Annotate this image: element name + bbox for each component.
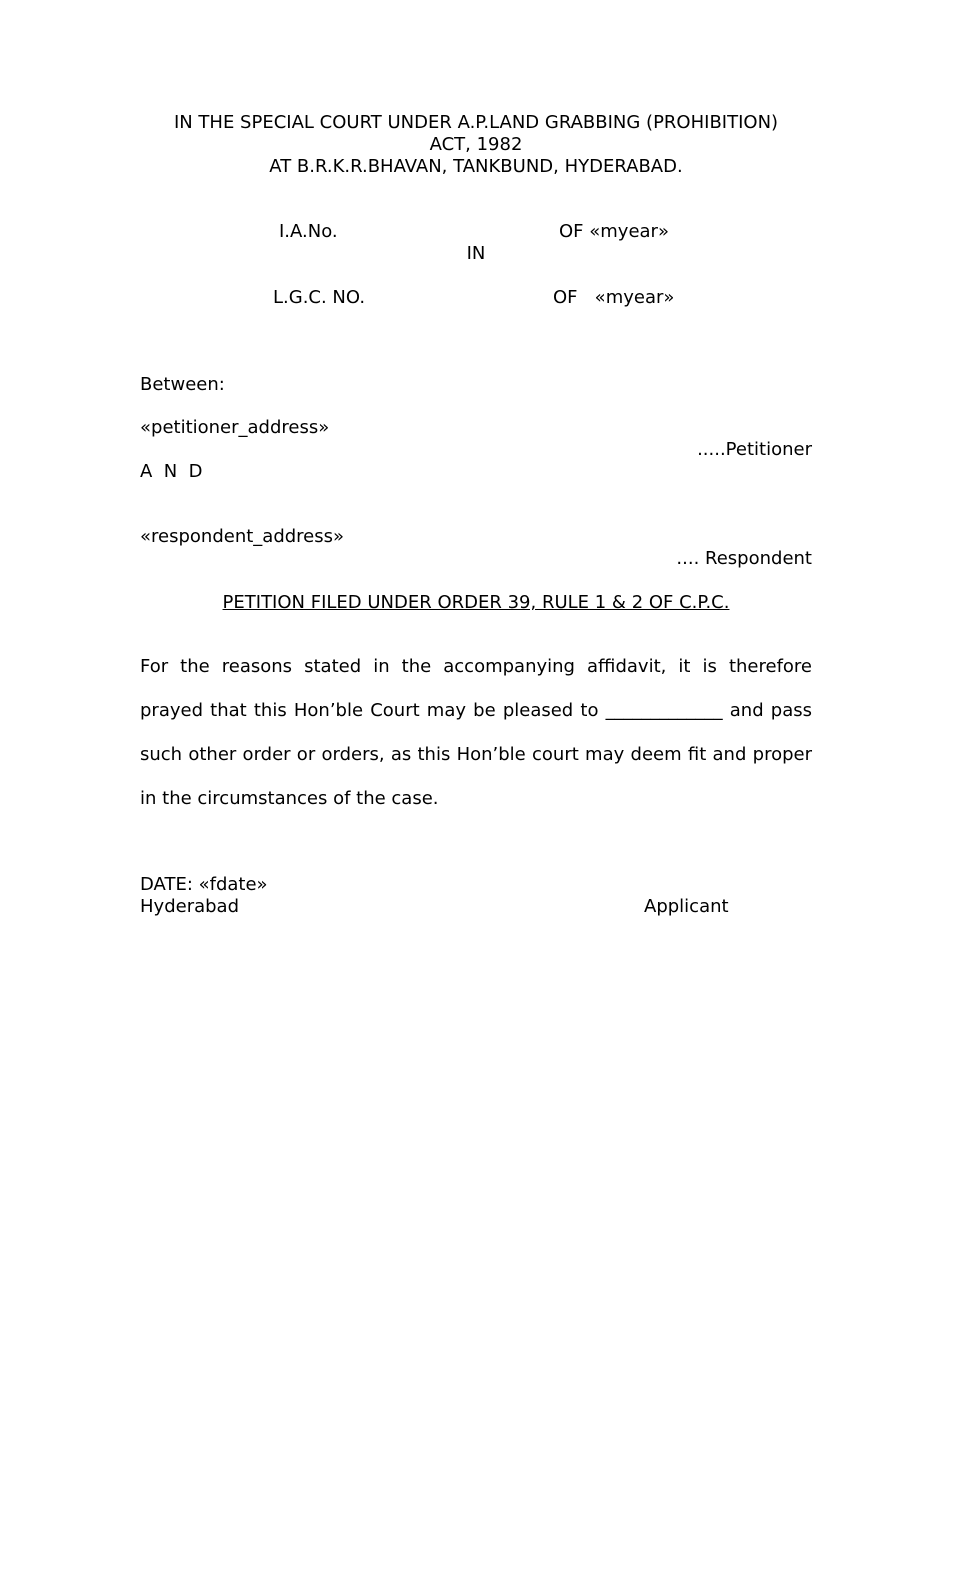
court-header-line-3: AT B.R.K.R.BHAVAN, TANKBUND, HYDERABAD. — [269, 156, 683, 177]
date-line: DATE: «fdate» — [140, 874, 268, 895]
place-label: Hyderabad — [140, 896, 239, 917]
between-label: Between: — [140, 374, 225, 395]
petition-body: For the reasons stated in the accompanying affidavit, it is therefore prayed that this Hon’ble Court may be pleased to _____________ and pass such other order or orders, as this Hon’ble court may deem fit and proper in the circumstances of the case. — [140, 656, 812, 809]
petitioner-role: .....Petitioner — [697, 439, 812, 460]
lgc-number-label: L.G.C. NO. — [273, 287, 366, 308]
ia-number-label: I.A.No. — [279, 221, 338, 242]
court-header-line-1: IN THE SPECIAL COURT UNDER A.P.LAND GRABBING (PROHIBITION) — [173, 112, 779, 133]
respondent-address: «respondent_address» — [140, 526, 345, 547]
petitioner-address: «petitioner_address» — [140, 417, 330, 438]
and-label: A N D — [140, 461, 203, 482]
lgc-year: OF «myear» — [553, 287, 675, 308]
court-header-line-2: ACT, 1982 — [429, 134, 523, 155]
ia-year: OF «myear» — [559, 221, 669, 242]
petition-title: PETITION FILED UNDER ORDER 39, RULE 1 & 2 OF C.P.C. — [222, 592, 730, 613]
respondent-role: .... Respondent — [676, 548, 812, 569]
in-label: IN — [466, 243, 486, 264]
signatory-label: Applicant — [644, 896, 729, 917]
